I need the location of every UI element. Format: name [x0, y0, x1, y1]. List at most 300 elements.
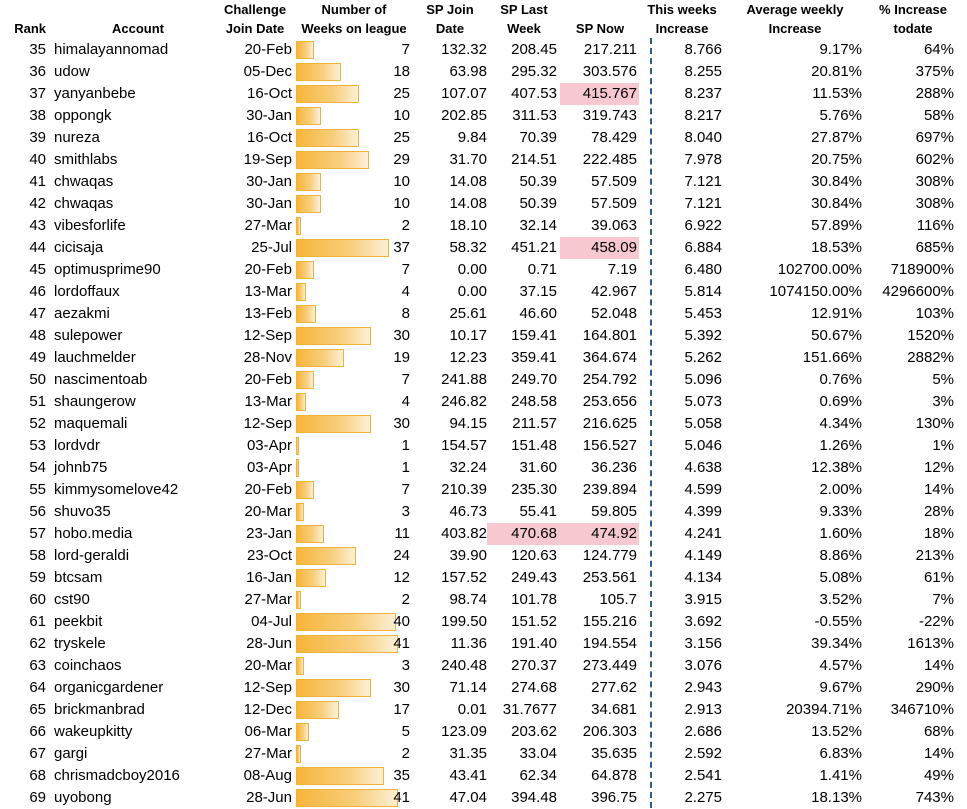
rank-cell[interactable]: 66 [29, 723, 46, 740]
sp-join-cell[interactable]: 47.04 [449, 789, 487, 806]
rank-cell[interactable]: 59 [29, 569, 46, 586]
this-week-increase-cell[interactable]: 2.541 [684, 767, 722, 784]
weeks-cell[interactable] [296, 369, 412, 391]
join-date-cell[interactable]: 13-Mar [244, 393, 292, 410]
percent-increase-cell[interactable]: 288% [915, 85, 954, 102]
sp-now-cell[interactable]: 35.635 [591, 745, 637, 762]
percent-increase-cell[interactable]: 290% [915, 679, 954, 696]
join-date-cell[interactable]: 12-Sep [243, 679, 292, 696]
sp-last-cell[interactable]: 270.37 [511, 657, 557, 674]
sp-last-cell[interactable]: 33.04 [519, 745, 557, 762]
sp-now-cell[interactable]: 217.211 [583, 41, 637, 58]
sp-join-cell[interactable]: 12.23 [449, 349, 487, 366]
weeks-cell[interactable] [296, 677, 412, 699]
account-cell[interactable]: chwaqas [54, 173, 114, 190]
rank-cell[interactable]: 41 [29, 173, 46, 190]
account-cell[interactable]: peekbit [54, 613, 103, 630]
sp-join-cell[interactable]: 46.73 [449, 503, 487, 520]
percent-increase-cell[interactable]: 7% [932, 591, 954, 608]
rank-cell[interactable]: 45 [29, 261, 46, 278]
join-date-cell[interactable]: 25-Jul [251, 239, 292, 256]
join-date-cell[interactable]: 04-Jul [251, 613, 292, 630]
account-cell[interactable]: coinchaos [54, 657, 122, 674]
sp-join-cell[interactable]: 157.52 [441, 569, 487, 586]
sp-now-cell[interactable]: 458.09 [560, 237, 639, 259]
weeks-cell[interactable] [296, 413, 412, 435]
this-week-increase-cell[interactable]: 5.392 [684, 327, 722, 344]
weeks-cell[interactable] [296, 743, 412, 765]
average-weekly-cell[interactable]: 11.53% [812, 85, 862, 102]
sp-join-cell[interactable]: 14.08 [449, 173, 487, 190]
sp-now-cell[interactable]: 78.429 [591, 129, 637, 146]
percent-increase-cell[interactable]: 49% [923, 767, 954, 784]
join-date-cell[interactable]: 20-Mar [244, 657, 292, 674]
weeks-cell[interactable] [296, 435, 412, 457]
percent-increase-cell[interactable]: 718900% [890, 261, 954, 278]
average-weekly-cell[interactable]: 9.17% [819, 41, 862, 58]
percent-increase-cell[interactable]: 58% [923, 107, 954, 124]
join-date-cell[interactable]: 12-Sep [243, 327, 292, 344]
account-cell[interactable]: optimusprime90 [54, 261, 161, 278]
percent-increase-cell[interactable]: 116% [916, 217, 954, 234]
average-weekly-cell[interactable]: 6.83% [819, 745, 862, 762]
rank-cell[interactable]: 69 [29, 789, 46, 806]
weeks-cell[interactable] [296, 325, 412, 347]
join-date-cell[interactable]: 16-Oct [246, 129, 292, 146]
join-date-cell[interactable]: 20-Feb [244, 41, 292, 58]
sp-join-cell[interactable]: 132.32 [441, 41, 487, 58]
sp-now-cell[interactable]: 396.75 [591, 789, 637, 806]
rank-cell[interactable]: 53 [29, 437, 46, 454]
account-cell[interactable]: cicisaja [54, 239, 104, 256]
sp-join-cell[interactable]: 98.74 [449, 591, 487, 608]
percent-increase-cell[interactable]: 14% [923, 657, 954, 674]
sp-join-cell[interactable]: 240.48 [441, 657, 487, 674]
sp-last-cell[interactable]: 208.45 [511, 41, 557, 58]
weeks-cell[interactable] [296, 61, 412, 83]
this-week-increase-cell[interactable]: 2.592 [684, 745, 722, 762]
this-week-increase-cell[interactable]: 5.046 [684, 437, 722, 454]
sp-join-cell[interactable]: 18.10 [449, 217, 487, 234]
join-date-cell[interactable]: 05-Dec [243, 63, 292, 80]
rank-cell[interactable]: 63 [29, 657, 46, 674]
percent-increase-cell[interactable]: 2882% [907, 349, 954, 366]
sp-last-cell[interactable]: 120.63 [511, 547, 557, 564]
percent-increase-cell[interactable]: 130% [915, 415, 954, 432]
weeks-cell[interactable] [296, 721, 412, 743]
percent-increase-cell[interactable]: 1520% [907, 327, 954, 344]
join-date-cell[interactable]: 28-Jun [246, 635, 292, 652]
account-cell[interactable]: organicgardener [54, 679, 164, 696]
sp-join-cell[interactable]: 71.14 [449, 679, 487, 696]
sp-now-cell[interactable]: 42.967 [591, 283, 637, 300]
sp-now-cell[interactable]: 7.19 [607, 261, 637, 278]
sp-last-cell[interactable]: 0.71 [527, 261, 557, 278]
sp-join-cell[interactable]: 32.24 [449, 459, 487, 476]
sp-now-cell[interactable]: 36.236 [591, 459, 637, 476]
sp-now-cell[interactable]: 156.527 [582, 437, 637, 454]
sp-last-cell[interactable]: 274.68 [511, 679, 557, 696]
weeks-cell[interactable] [296, 105, 412, 127]
this-week-increase-cell[interactable]: 6.884 [684, 239, 722, 256]
this-week-increase-cell[interactable]: 4.134 [684, 569, 722, 586]
percent-increase-cell[interactable]: 14% [923, 481, 954, 498]
weeks-cell[interactable] [296, 765, 412, 787]
this-week-increase-cell[interactable]: 5.058 [684, 415, 722, 432]
sp-now-cell[interactable]: 319.743 [582, 107, 637, 124]
percent-increase-cell[interactable]: -22% [918, 613, 954, 630]
account-cell[interactable]: himalayannomad [54, 41, 169, 58]
rank-cell[interactable]: 58 [29, 547, 46, 564]
sp-now-cell[interactable]: 124.779 [582, 547, 637, 564]
this-week-increase-cell[interactable]: 4.241 [684, 525, 722, 542]
average-weekly-cell[interactable]: 0.76% [819, 371, 862, 388]
rank-cell[interactable]: 50 [29, 371, 46, 388]
sp-join-cell[interactable]: 9.84 [457, 129, 487, 146]
join-date-cell[interactable]: 28-Jun [246, 789, 292, 806]
join-date-cell[interactable]: 20-Feb [244, 371, 292, 388]
join-date-cell[interactable]: 23-Oct [246, 547, 292, 564]
account-cell[interactable]: lord-geraldi [54, 547, 130, 564]
average-weekly-cell[interactable]: 1074150.00% [769, 283, 862, 300]
account-cell[interactable]: yanyanbebe [54, 85, 136, 102]
account-cell[interactable]: nascimentoab [54, 371, 148, 388]
sp-now-cell[interactable]: 474.92 [560, 523, 639, 545]
sp-now-cell[interactable]: 155.216 [582, 613, 637, 630]
average-weekly-cell[interactable]: 5.08% [819, 569, 862, 586]
this-week-increase-cell[interactable]: 3.076 [684, 657, 722, 674]
rank-cell[interactable]: 46 [29, 283, 46, 300]
average-weekly-cell[interactable]: 18.13% [811, 789, 862, 806]
account-cell[interactable]: gargi [54, 745, 88, 762]
rank-cell[interactable]: 42 [29, 195, 46, 212]
sp-last-cell[interactable]: 37.15 [519, 283, 557, 300]
average-weekly-cell[interactable]: 1.26% [819, 437, 862, 454]
sp-join-cell[interactable]: 107.07 [441, 85, 487, 102]
sp-last-cell[interactable]: 151.48 [511, 437, 557, 454]
join-date-cell[interactable]: 13-Mar [244, 283, 292, 300]
percent-increase-cell[interactable]: 685% [915, 239, 954, 256]
join-date-cell[interactable]: 27-Mar [244, 217, 292, 234]
rank-cell[interactable]: 62 [29, 635, 46, 652]
percent-increase-cell[interactable]: 68% [923, 723, 954, 740]
rank-cell[interactable]: 60 [29, 591, 46, 608]
percent-increase-cell[interactable]: 697% [915, 129, 954, 146]
rank-cell[interactable]: 44 [29, 239, 46, 256]
sp-last-cell[interactable]: 50.39 [519, 173, 557, 190]
percent-increase-cell[interactable]: 213% [915, 547, 954, 564]
header-sp-join[interactable]: SP Join Date [426, 2, 474, 36]
sp-now-cell[interactable]: 303.576 [582, 63, 637, 80]
join-date-cell[interactable]: 03-Apr [246, 459, 292, 476]
percent-increase-cell[interactable]: 375% [915, 63, 954, 80]
percent-increase-cell[interactable]: 1613% [907, 635, 954, 652]
rank-cell[interactable]: 43 [29, 217, 46, 234]
weeks-cell[interactable] [296, 699, 412, 721]
this-week-increase-cell[interactable]: 3.692 [684, 613, 722, 630]
account-cell[interactable]: shuvo35 [54, 503, 111, 520]
weeks-cell[interactable] [296, 303, 412, 325]
this-week-increase-cell[interactable]: 8.217 [684, 107, 722, 124]
average-weekly-cell[interactable]: 20.75% [811, 151, 862, 168]
sp-join-cell[interactable]: 58.32 [449, 239, 487, 256]
sp-last-cell[interactable]: 451.21 [511, 239, 557, 256]
weeks-cell[interactable] [296, 237, 412, 259]
weeks-cell[interactable] [296, 281, 412, 303]
sp-now-cell[interactable]: 34.681 [591, 701, 637, 718]
join-date-cell[interactable]: 23-Jan [246, 525, 292, 542]
percent-increase-cell[interactable]: 308% [915, 173, 954, 190]
rank-cell[interactable]: 49 [29, 349, 46, 366]
join-date-cell[interactable]: 20-Mar [244, 503, 292, 520]
sp-join-cell[interactable]: 241.88 [441, 371, 487, 388]
sp-join-cell[interactable]: 31.70 [449, 151, 487, 168]
join-date-cell[interactable]: 30-Jan [246, 173, 292, 190]
weeks-cell[interactable] [296, 149, 412, 171]
sp-join-cell[interactable]: 210.39 [441, 481, 487, 498]
this-week-increase-cell[interactable]: 2.686 [684, 723, 722, 740]
sp-join-cell[interactable]: 31.35 [449, 745, 487, 762]
average-weekly-cell[interactable]: 20.81% [811, 63, 862, 80]
rank-cell[interactable]: 55 [29, 481, 46, 498]
rank-cell[interactable]: 48 [29, 327, 46, 344]
account-cell[interactable]: udow [54, 63, 90, 80]
sp-now-cell[interactable]: 52.048 [591, 305, 637, 322]
sp-last-cell[interactable]: 50.39 [519, 195, 557, 212]
average-weekly-cell[interactable]: 1.41% [819, 767, 862, 784]
sp-join-cell[interactable]: 246.82 [441, 393, 487, 410]
percent-increase-cell[interactable]: 14% [923, 745, 954, 762]
this-week-increase-cell[interactable]: 5.453 [684, 305, 722, 322]
percent-increase-cell[interactable]: 61% [923, 569, 954, 586]
header-this-weeks-increase[interactable]: This weeks Increase [647, 2, 717, 36]
weeks-cell[interactable] [296, 259, 412, 281]
account-cell[interactable]: nureza [54, 129, 100, 146]
account-cell[interactable]: brickmanbrad [54, 701, 145, 718]
sp-now-cell[interactable]: 206.303 [582, 723, 637, 740]
sp-last-cell[interactable]: 359.41 [511, 349, 557, 366]
this-week-increase-cell[interactable]: 2.913 [684, 701, 722, 718]
average-weekly-cell[interactable]: 18.53% [811, 239, 862, 256]
this-week-increase-cell[interactable]: 8.040 [684, 129, 722, 146]
account-cell[interactable]: maquemali [54, 415, 128, 432]
sp-last-cell[interactable]: 70.39 [519, 129, 557, 146]
this-week-increase-cell[interactable]: 5.814 [684, 283, 722, 300]
percent-increase-cell[interactable]: 308% [915, 195, 954, 212]
join-date-cell[interactable]: 16-Jan [246, 569, 292, 586]
weeks-cell[interactable] [296, 83, 412, 105]
average-weekly-cell[interactable]: 12.91% [811, 305, 862, 322]
sp-last-cell[interactable]: 151.52 [511, 613, 557, 630]
join-date-cell[interactable]: 27-Mar [244, 745, 292, 762]
sp-now-cell[interactable]: 105.7 [599, 591, 637, 608]
average-weekly-cell[interactable]: 30.84% [811, 173, 862, 190]
average-weekly-cell[interactable]: 9.67% [819, 679, 862, 696]
sp-join-cell[interactable]: 0.00 [457, 261, 487, 278]
sp-join-cell[interactable]: 63.98 [449, 63, 487, 80]
sp-last-cell[interactable]: 32.14 [519, 217, 557, 234]
average-weekly-cell[interactable]: 50.67% [811, 327, 862, 344]
account-cell[interactable]: hobo.media [54, 525, 133, 542]
account-cell[interactable]: wakeupkitty [54, 723, 133, 740]
account-cell[interactable]: sulepower [54, 327, 123, 344]
this-week-increase-cell[interactable]: 8.766 [684, 41, 722, 58]
average-weekly-cell[interactable]: 39.34% [811, 635, 862, 652]
this-week-increase-cell[interactable]: 4.599 [684, 481, 722, 498]
weeks-cell[interactable] [296, 171, 412, 193]
percent-increase-cell[interactable]: 346710% [890, 701, 954, 718]
sp-last-cell[interactable]: 249.43 [511, 569, 557, 586]
percent-increase-cell[interactable]: 3% [932, 393, 954, 410]
sp-join-cell[interactable]: 123.09 [441, 723, 487, 740]
account-cell[interactable]: chrismadcboy2016 [54, 767, 180, 784]
this-week-increase-cell[interactable]: 5.262 [684, 349, 722, 366]
percent-increase-cell[interactable]: 18% [923, 525, 954, 542]
average-weekly-cell[interactable]: 13.52% [811, 723, 862, 740]
percent-increase-cell[interactable]: 5% [932, 371, 954, 388]
weeks-cell[interactable] [296, 501, 412, 523]
average-weekly-cell[interactable]: 102700.00% [777, 261, 862, 278]
percent-increase-cell[interactable]: 1% [932, 437, 954, 454]
sp-last-cell[interactable]: 62.34 [519, 767, 557, 784]
average-weekly-cell[interactable]: 30.84% [811, 195, 862, 212]
weeks-cell[interactable] [296, 589, 412, 611]
sp-last-cell[interactable]: 407.53 [511, 85, 557, 102]
sp-join-cell[interactable]: 154.57 [441, 437, 487, 454]
sp-join-cell[interactable]: 39.90 [449, 547, 487, 564]
average-weekly-cell[interactable]: 57.89% [811, 217, 862, 234]
average-weekly-cell[interactable]: -0.55% [814, 613, 862, 630]
sp-last-cell[interactable]: 31.60 [519, 459, 557, 476]
this-week-increase-cell[interactable]: 4.399 [684, 503, 722, 520]
sp-now-cell[interactable]: 239.894 [582, 481, 637, 498]
header-sp-last[interactable]: SP Last Week [500, 2, 548, 36]
sp-now-cell[interactable]: 415.767 [560, 83, 639, 105]
sp-join-cell[interactable]: 43.41 [449, 767, 487, 784]
sp-last-cell[interactable]: 101.78 [511, 591, 557, 608]
percent-increase-cell[interactable]: 4296600% [882, 283, 954, 300]
join-date-cell[interactable]: 20-Feb [244, 261, 292, 278]
sp-last-cell[interactable]: 235.30 [511, 481, 557, 498]
this-week-increase-cell[interactable]: 6.922 [684, 217, 722, 234]
rank-cell[interactable]: 40 [29, 151, 46, 168]
weeks-cell[interactable] [296, 39, 412, 61]
sp-last-cell[interactable]: 394.48 [511, 789, 557, 806]
this-week-increase-cell[interactable]: 6.480 [684, 261, 722, 278]
sp-join-cell[interactable]: 202.85 [441, 107, 487, 124]
join-date-cell[interactable]: 12-Dec [243, 701, 292, 718]
join-date-cell[interactable]: 12-Sep [243, 415, 292, 432]
join-date-cell[interactable]: 30-Jan [246, 195, 292, 212]
average-weekly-cell[interactable]: 151.66% [802, 349, 862, 366]
this-week-increase-cell[interactable]: 7.978 [684, 151, 722, 168]
rank-cell[interactable]: 37 [29, 85, 46, 102]
weeks-cell[interactable] [296, 633, 412, 655]
this-week-increase-cell[interactable]: 5.096 [684, 371, 722, 388]
account-cell[interactable]: lordoffaux [54, 283, 120, 300]
account-cell[interactable]: lordvdr [54, 437, 100, 454]
header-average-weekly-increase[interactable]: Average weekly Increase [746, 2, 844, 36]
weeks-cell[interactable] [296, 523, 412, 545]
this-week-increase-cell[interactable]: 3.915 [684, 591, 722, 608]
sp-last-cell[interactable]: 470.68 [487, 523, 560, 545]
percent-increase-cell[interactable]: 602% [915, 151, 954, 168]
average-weekly-cell[interactable]: 20394.71% [786, 701, 862, 718]
sp-last-cell[interactable]: 311.53 [512, 107, 557, 124]
average-weekly-cell[interactable]: 4.34% [819, 415, 862, 432]
this-week-increase-cell[interactable]: 7.121 [684, 195, 722, 212]
sp-now-cell[interactable]: 39.063 [591, 217, 637, 234]
sp-now-cell[interactable]: 164.801 [582, 327, 637, 344]
account-cell[interactable]: aezakmi [54, 305, 110, 322]
average-weekly-cell[interactable]: 12.38% [811, 459, 862, 476]
sp-last-cell[interactable]: 214.51 [511, 151, 557, 168]
average-weekly-cell[interactable]: 9.33% [819, 503, 862, 520]
percent-increase-cell[interactable]: 12% [923, 459, 954, 476]
account-cell[interactable]: vibesforlife [54, 217, 126, 234]
weeks-cell[interactable] [296, 391, 412, 413]
sp-join-cell[interactable]: 403.82 [441, 525, 487, 542]
this-week-increase-cell[interactable]: 4.638 [684, 459, 722, 476]
account-cell[interactable]: smithlabs [54, 151, 118, 168]
this-week-increase-cell[interactable]: 3.156 [684, 635, 722, 652]
average-weekly-cell[interactable]: 5.76% [819, 107, 862, 124]
join-date-cell[interactable]: 03-Apr [246, 437, 292, 454]
sp-now-cell[interactable]: 277.62 [591, 679, 637, 696]
account-cell[interactable]: lauchmelder [54, 349, 136, 366]
sp-now-cell[interactable]: 364.674 [582, 349, 637, 366]
weeks-cell[interactable] [296, 787, 412, 809]
this-week-increase-cell[interactable]: 4.149 [684, 547, 722, 564]
weeks-cell[interactable] [296, 567, 412, 589]
rank-cell[interactable]: 35 [29, 41, 46, 58]
sp-join-cell[interactable]: 14.08 [449, 195, 487, 212]
join-date-cell[interactable]: 30-Jan [246, 107, 292, 124]
header-rank[interactable]: Rank [14, 21, 46, 36]
weeks-cell[interactable] [296, 127, 412, 149]
join-date-cell[interactable]: 27-Mar [244, 591, 292, 608]
rank-cell[interactable]: 47 [29, 305, 46, 322]
join-date-cell[interactable]: 06-Mar [244, 723, 292, 740]
join-date-cell[interactable]: 08-Aug [243, 767, 292, 784]
sp-now-cell[interactable]: 64.878 [591, 767, 637, 784]
header-weeks[interactable]: Number of Weeks on league [301, 2, 407, 36]
sp-join-cell[interactable]: 11.36 [450, 635, 487, 652]
sp-join-cell[interactable]: 0.01 [457, 701, 487, 718]
weeks-cell[interactable] [296, 655, 412, 677]
rank-cell[interactable]: 61 [29, 613, 46, 630]
weeks-cell[interactable] [296, 347, 412, 369]
sp-now-cell[interactable]: 59.805 [591, 503, 637, 520]
this-week-increase-cell[interactable]: 2.943 [684, 679, 722, 696]
sp-last-cell[interactable]: 295.32 [511, 63, 557, 80]
account-cell[interactable]: shaungerow [54, 393, 136, 410]
weeks-cell[interactable] [296, 545, 412, 567]
weeks-cell[interactable] [296, 215, 412, 237]
sp-now-cell[interactable]: 273.449 [582, 657, 637, 674]
sp-now-cell[interactable]: 222.485 [582, 151, 637, 168]
average-weekly-cell[interactable]: 4.57% [819, 657, 862, 674]
sp-now-cell[interactable]: 57.509 [591, 173, 637, 190]
weeks-cell[interactable] [296, 457, 412, 479]
sp-last-cell[interactable]: 31.7677 [502, 701, 557, 718]
sp-last-cell[interactable]: 248.58 [511, 393, 557, 410]
rank-cell[interactable]: 65 [29, 701, 46, 718]
sp-last-cell[interactable]: 191.40 [511, 635, 557, 652]
join-date-cell[interactable]: 28-Nov [243, 349, 292, 366]
rank-cell[interactable]: 54 [29, 459, 46, 476]
sp-now-cell[interactable]: 216.625 [582, 415, 637, 432]
